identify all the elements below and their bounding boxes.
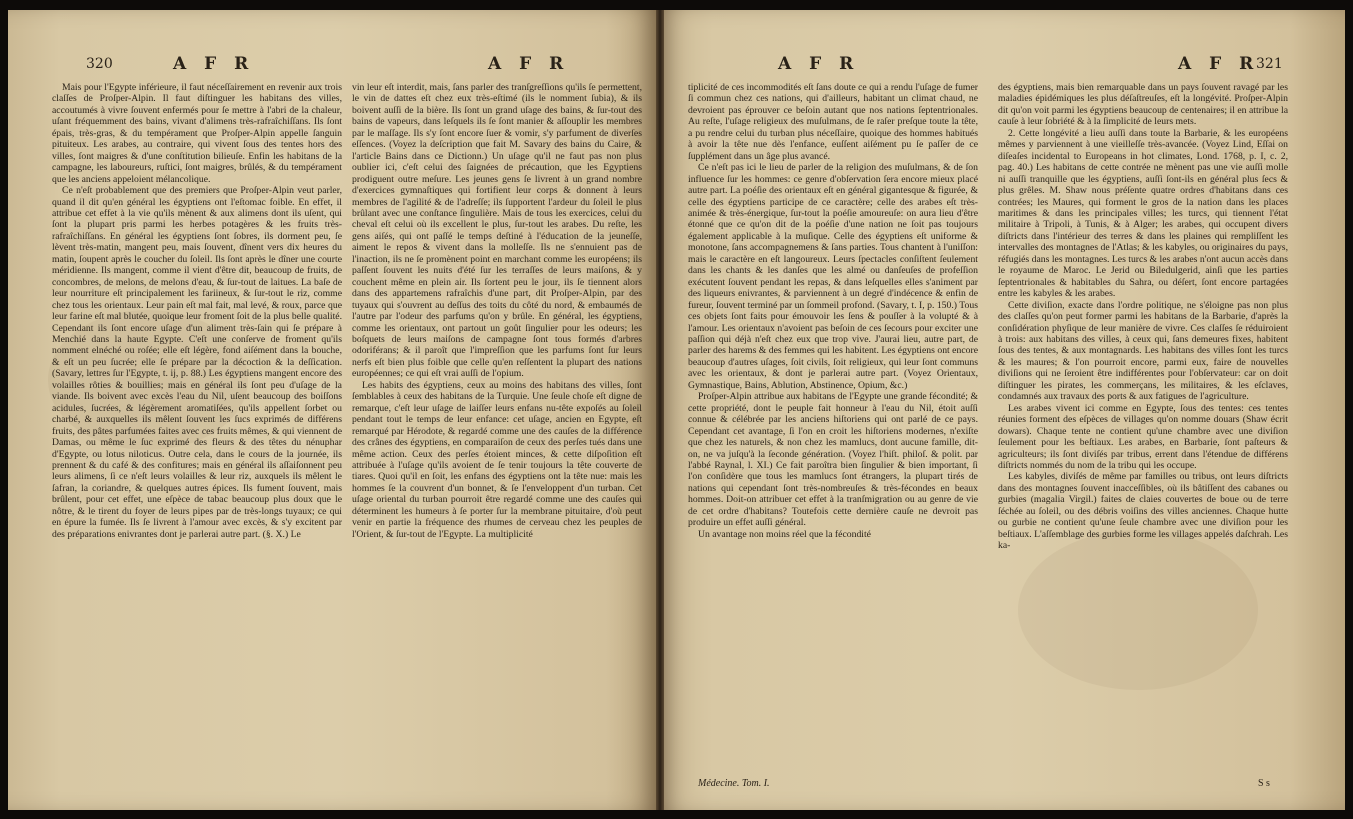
left-page (8, 10, 658, 810)
paragraph: Proſper-Alpin attribue aux habitans de l'Egypte une grande fécondité; & cette propriété, dont le peuple fait honneur à l'eau du Nil, étoit auſſi connue & célébrée par les anciens hiſtoriens qui ont parlé de ce pays. Cependant cet avantage, ſi l'on en croit les hiſtoriens modernes, n'exiſte que chez les naturels, & non chez les mamlucs, dont aucune famille, dit-on, ne va juſqu'à la ſeconde génération. (Voyez l'hiſt. philoſ. & polit. par l'abbé Raynal, l. XI.) Ce fait paroîtra bien ſingulier & bien important, ſi l'on conſidère que tous les mamlucs ſont étrangers, la plupart tirés de nations qui cependant ſont très-nombreuſes & très-fécondes en beaux hommes. Doit-on attribuer cet effet à la tranſmigration ou au genre de vie de cet ordre d'habitans? Toutefois cette dernière cauſe ne devroit pas produire un effet auſſi général. (688, 391, 978, 529)
page-number-left: 320 (86, 56, 113, 72)
paragraph: Les habits des égyptiens, ceux au moins des habitans des villes, ſont ſemblables à ceux des habitans de la Turquie. Une ſeule choſe eſt digne de remarque, c'eſt leur uſage de laiſſer leurs enfans nu-tête expoſés au ſoleil pendant tout le temps de leur enfance: cet uſage, ancien en Egypte, eſt remarqué par Hérodote, & regardé comme une des cauſes de la différence des crânes des égyptiens, en comparaiſon de ceux des perſes tués dans une même action. Ceux des perſes étoient minces, & cette diſpoſition eſt attribuée à l'uſage qu'ils avoient de ſe tenir toujours la tête couverte de tiares. Quoi qu'il en ſoit, les enfans des égyptiens ont la tête nue: mais les hommes ſe la couvrent d'un bonnet, & ſe l'enveloppent d'un turban. Cet uſage oriental du turban pourroit être regardé comme une des cauſes qui déterminent les humeurs à ſe porter ſur la membrane pituitaire, d'où peut venir en partie la fréquence des rhumes de cerveau chez les peuples de l'Orient, & ſur-tout de l'Egypte. La multiplicité (352, 379, 642, 540)
paragraph: Mais pour l'Egypte inférieure, il faut néceſſairement en revenir aux trois claſſes de Proſper-Alpin. Il faut diſtinguer les habitans des villes, accoutumés à vivre ſouvent enfermés pour ſe mettre à l'abri de la chaleur, uſant fréquemment des bains, vivant d'alimens très-rafraîchiſſans. Ils ſont épais, très-gras, & du tempérament que Proſper-Alpin appelle ſanguin pituiteux. Les arabes, au contraire, qui vivent ſous des tentes hors des villes, ſont maigres & d'une conſtitution bilieuſe. Enfin les habitans de la campagne, les laboureurs, ruſtici, ſont maigres, brûlés, & du tempérament que les anciens appeloient mélancolique. (52, 82, 342, 185)
right-page (658, 10, 1345, 810)
paragraph: Un avantage non moins réel que la fécondité (698, 528, 871, 540)
running-head-right-2: A F R (1178, 54, 1260, 74)
running-head-left-1: A F R (173, 54, 255, 74)
volume-footer: Médecine. Tom. I. (698, 778, 770, 789)
paragraph: Ce n'eſt probablement que des premiers que Proſper-Alpin veut parler, quand il dit qu'en général les égyptiens ont l'eſtomac foible. En effet, il attribue cet effet à la vie qu'ils mènent & aux alimens dont ils uſent, qui ſont la plupart pris parmi les herbes potagères & les fruits très-rafraîchiſſans. En général les égyptiens ſont ſobres, ils dorment peu, ſe lèvent très-matin, mangent peu, mais ſouvent, dînent vers dix heures du matin, ſoupent après le coucher du ſoleil. Ils ſont après le dîner une courte méridienne. Ils mangent, comme il vient d'être dit, beaucoup de fruits, de concombres, de melons, de melons d'eau, & ſur-tout de laitues. La baſe de leur nourriture eſt principalement les fariineux, & ſur-tout le riz, comme chez tous les orientaux. Leur pain eſt mal fait, mal levé, & roux, parce que leur farine eſt mal blutée, quoique leur froment ſoit de la plus belle qualité. Cependant ils ſont encore uſage d'un aliment très-ſain qui ſe prépare à Menchié dans la haute Egypte. C'eſt une conſerve de froment qu'ils nomment elnéché ou roſée; elle eſt légère, fond aiſément dans la bouche, & eſt un peu ſucrée; elle ſe prépare par la décoction & la deſſication. (Savary, lettres ſur l'Egypte, t. ij, p. 88.) Les égyptiens mangent encore des volailles rôties & bouillies; mais en général ils ſont peu d'uſage de la viande. Ils boivent avec excès l'eau du Nil, uſent beaucoup des boiſſons acidules, ſucrées, & légèrement aromatiſées, qu'ils appellent ſorbet ou charbé, & auxquelles ils mêlent ſouvent les ſucs exprimés de différens fruits, des pâtes parfumées faites avec ces fruits mêmes, & qui viennent de Damas, ou même le ſuc exprimé des fleurs & des têtes du nénuphar d'Egypte, ou lotus niloticus. Outre cela, dans le cours de la journée, ils prennent & du café & des confitures; mais en général ils aſſaiſonnent peu leurs alimens, ſi ce n'eſt leurs volailles & leur riz, auxquels ils mêlent le ſafran, la coriandre, & quelques autres épices. Ils fument ſouvent, mais brûlent, pour cet effet, une eſpèce de tabac beaucoup plus doux que le nôtre, & le tirent du foyer de leurs pipes par de très-longs tuyaux; ce qui en épure la fumée. Ils ſe livrent à l'amour avec excès, & s'y excitent par des préparations enivrantes dont je parlerai autre part. (§. X.) Le (52, 185, 342, 540)
paragraph: des égyptiens, mais bien remarquable dans un pays ſouvent ravagé par les maladies épidémiques les plus déſaſtreuſes, eſt la longévité. Proſper-Alpin dit qu'on voit parmi les égyptiens beaucoup de centenaires; il en attribue la cauſe à leur ſobriété & à la ſimplicité de leurs mets. (998, 82, 1288, 128)
running-head-left-2: A F R (488, 54, 570, 74)
signature-mark: S s (1258, 778, 1270, 789)
paragraph: 2. Cette longévité a lieu auſſi dans toute la Barbarie, & les européens mêmes y parviennent à une vieilleſſe très-avancée. (Voyez Lind, Eſſai on diſeaſes incidental to Europeans in hot climates, Lond. 1768, p. I, c. 2, pag. 40.) Les habitans de cette contrée ne mènent pas une vie auſſi molle ni auſſi tranquille que les égyptiens, auſſi ſont-ils en général plus ſecs & plus grêles. M. Shaw nous préſente quatre ordres d'habitans dans ces contrées; les Maures, qui forment le gros de la nation dans les places maritimes & dans les principales villes; les turcs, qui tiennent l'état militaire à Tripoli, à Tunis, & à Alger; les arabes, qui occupent divers diſtricts dans l'intérieur des terres & dans les plaines qui rempliſſent les intervalles des montagnes de l'Atlas; & les kabyles, ou originaires du pays, réfugiés dans les montagnes. Les turcs & les arabes n'ont aucun accès dans le royaume de Maroc. Le Jerid ou Biledulgerid, ainſi que les parties ſeptentrionales & habitables du Sahra, ou déſert, ſont encore partagées entre les kabyles & les arabes. (998, 127, 1288, 300)
paragraph: Les kabyles, diviſés de même par familles ou tribus, ont leurs diſtricts dans des montagnes ſouvent inacceſſibles, où ils bâtiſſent des cabanes ou gurbies (magalia Virgil.) faites de claies couvertes de boue ou de terre ſéchée au ſoleil, ou des débris voiſins des villes anciennes. Chaque hutte ou gurbie ne contient qu'une ſeule chambre avec une diviſion pour les beſtiaux. L'aſſemblage des gurbies forme les villages appelés daſchrah. Les ka- (998, 471, 1288, 552)
paragraph: vin leur eſt interdit, mais, ſans parler des tranſgreſſions qu'ils ſe permettent, le vin de dattes eſt chez eux très-eſtimé (ils le nomment ſubia), & ils boivent auſſi de la bière. Ils ſont un grand uſage des bains, & ſur-tout des bains de vapeurs, dans leſquels ils ſe ſont manier & aſſouplir les membres par le maſſage. Ils s'y ſont encore ſuer & vomir, s'y parfument de diverſes eſſences. (Voyez la deſcription que fait M. Savary des bains du Caire, & l'article Bains dans ce Dictionn.) Un uſage qu'il ne faut pas non plus oublier ici, c'eſt celui des ſaignées de précaution, que les Egyptiens prodiguent outre meſure. Les jeunes gens ſe livrent à un grand nombre d'exercices gymnaſtiques qui fortifient leur corps & donnent à leurs membres de l'agilité & de l'adreſſe; ils ſupportent l'ardeur du ſoleil le plus brûlant avec une conſtance ſingulière. Mais de tous les exercices, celui du cheval eſt celui où ils excellent le plus, ſur-tout les arabes. Du reſte, les gens aiſés, qui ont paſſé le temps deſtiné à l'éducation de la jeuneſſe, aiment le repos & vivent dans la molleſſe. Ils ne s'ennuient pas de l'inaction, ils ne ſe promènent point en marchant comme les européens; ils paſſent ſouvent les nuits d'été ſur les terraſſes de leurs maiſons, & y couchent même en plein air. Ils ſortent peu le jour, ils ſe tiennent alors dans des appartemens rafraîchis d'une part, dit Proſper-Alpin, par des tuyaux qui s'ouvrent au deſſus des toits du côté du nord, & embaumés de l'autre par l'odeur des parfums qu'on y brûle. En général, les égyptiens, comme les orientaux, ont partout un goût ſingulier pour les odeurs; les boſquets de leurs maiſons de campagne ſont tous formés d'arbres odoriférans; & il paroît que l'impreſſion que les parfums ſont ſur leurs nerfs eſt bien plus foible que celle qu'en reſſentent la plupart des nations européennes; ce qui eſt vrai auſſi de l'opium. (352, 82, 642, 380)
paragraph: Ce n'eſt pas ici le lieu de parler de la religion des muſulmans, & de ſon influence ſur les hommes: ce genre d'obſervation ſera encore mieux placé autre part. La poéſie des orientaux eſt en général gigantesque & figurée, & celle des égyptiens participe de ce caractère; celle des arabes eſt très-animée & très-énergique, ſur-tout la poéſie amoureuſe: on aura lieu d'être étonné que ce qu'on dit de la poéſie d'une nation ne ſoit pas toujours également applicable à la muſique. Celle des égyptiens eſt uniforme & monotone, ſans accompagnemens & ſans parties. Tous chantent à l'uniſſon: mais le caractère en eſt langoureux. Leurs ſpectacles conſiſtent ſeulement dans les chants & les danſes que les almé ou danſeuſes de profeſſion exécutent ſouvent pendant les repas, & dans leſquelles elles s'animent par des liqueurs enivrantes, & parviennent à un degré d'indécence & enfin de fureur, ſouvent terminé par un ſommeil profond. (Savary, t. I, p. 150.) Tous ces objets ſont faits pour émouvoir les ſens & pouſſer à la volupté & à l'amour. Les orientaux n'avoient pas beſoin de ces ſecours pour exciter une paſſion qui déjà n'eſt chez eux que trop vive. J'aurai lieu, autre part, de parler des harems & des femmes qui les habitent. Les égyptiens ont encore beaucoup d'autres uſages, ſoit civils, ſoit religieux, qui leur ſont communs avec les orientaux, & dont je parlerai autre part. (Voyez Orientaux, Gymnastique, Bains, Ablution, Abstinence, Opium, &c.) (688, 162, 978, 391)
right-page-column-2 (998, 82, 1288, 772)
paragraph: Les arabes vivent ici comme en Egypte, ſous des tentes: ces tentes réunies forment des eſpèces de villages qu'on nomme douars (Shaw écrit dowars). Chaque tente ne contient qu'une chambre avec une diviſion ſeulement pour les beſtiaux. Les arabes, en Barbarie, ſont paſteurs & agriculteurs; ils ſont diviſés par tribus, errent dans l'étendue de différens diſtricts nommés du nom de la tribu qui les occupe. (998, 402, 1288, 471)
book-spread (8, 10, 1345, 810)
running-head-right-1: A F R (778, 54, 860, 74)
left-page-column-1 (52, 82, 342, 794)
right-page-column-1 (688, 82, 978, 772)
page-number-right: 321 (1256, 56, 1283, 72)
paragraph: Cette diviſion, exacte dans l'ordre politique, ne s'éloigne pas non plus des claſſes qu'on peut former parmi les habitans de la Barbarie, d'après la conſidération phyſique de leur manière de vivre. Ces claſſes ſe réduiroient à trois: aux habitans des villes, à ceux qui, ſans demeures fixes, habitent ſous des tentes, & aux montagnards. Les habitans des villes ſont les turcs & les maures; & l'on pourroit encore, parmi eux, faire de nouvelles diviſions qui ne ſeroient être indifférentes pour l'obſervateur: car on doit diſtinguer les pirates, les commerçans, les militaires, & les eſclaves, condamnés aux travaux des ports & aux fatigues de l'agriculture. (998, 299, 1288, 403)
left-page-column-2 (352, 82, 642, 794)
paragraph: tiplicité de ces incommodités eſt ſans doute ce qui a rendu l'uſage de fumer ſi commun chez ces nations, qui d'ailleurs, habitant un climat chaud, ne devroient pas éprouver ce beſoin autant que nos nations ſeptentrionales. Au reſte, l'uſage religieux des muſulmans, de ſe raſer preſque toute la tête, a pu rendre celui du turban plus néceſſaire, quoique des hommes habitués à avoir la tête nue dès l'enfance, euſſent aiſément pu ſe paſſer de ce ſupplément dans un âge plus avancé. (688, 82, 978, 162)
book-gutter (656, 10, 664, 810)
